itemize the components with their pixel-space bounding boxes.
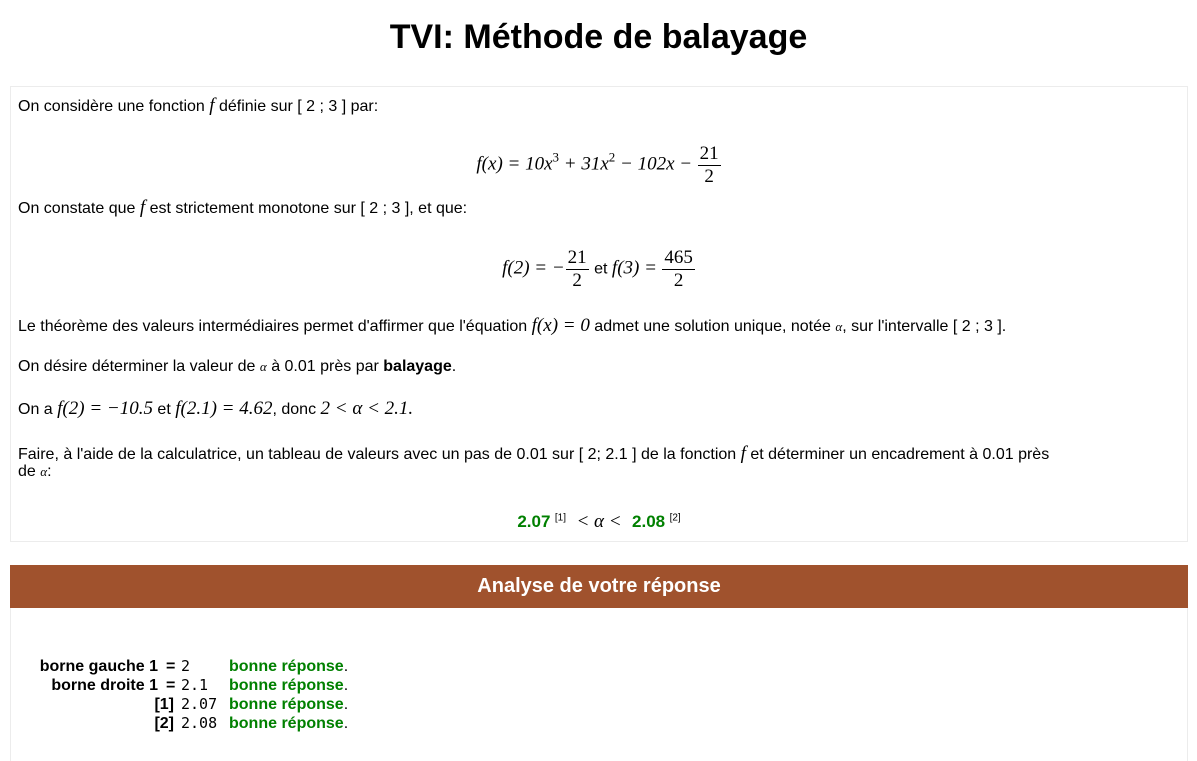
row-verdict: bonne réponse. [229, 715, 349, 732]
math-f: f [740, 443, 746, 464]
goal-text-a: On désire déterminer la valeur de [18, 358, 256, 375]
tvi-text-b: admet une solution unique, notée [594, 318, 831, 335]
formula-exp3: 3 [552, 149, 560, 165]
colon: : [47, 463, 52, 480]
page-title: TVI: Méthode de balayage [389, 18, 808, 56]
row-value: 2 [181, 657, 191, 675]
exercise-statement [10, 86, 1188, 542]
f21-value: f(2.1) = 4.62 [175, 398, 273, 419]
alpha-bracket: 2 < α < 2.1. [320, 398, 414, 419]
f2-fraction [566, 247, 589, 292]
row-eq: = [166, 658, 176, 675]
task-text: Faire, à l'aide de la calculatrice, un tableau de valeurs avec un pas de 0.01 sur [ 2; 2.1 ] de la fonction [18, 446, 737, 463]
row-eq: = [166, 677, 176, 694]
alpha-symbol: α [259, 359, 267, 374]
analysis-row [11, 657, 1189, 676]
tvi-text-a: Le théorème des valeurs intermédiaires permet d'affirmer que l'équation [18, 318, 528, 335]
fraction-numerator: 21 [699, 143, 719, 164]
fraction-numerator: 21 [567, 247, 587, 268]
intro-text: On considère une fonction [18, 98, 205, 115]
f2-lhs: f(2) = − [502, 257, 565, 279]
function-formula [11, 143, 1187, 188]
answer-right-bound[interactable]: 2.08 [632, 512, 666, 531]
bracket-text-b: , donc [272, 401, 317, 418]
fraction-denominator: 2 [673, 270, 684, 291]
row-label: [1] [154, 696, 174, 713]
f2-value: f(2) = −10.5 [57, 398, 153, 419]
row-label: borne gauche 1 [39, 658, 158, 675]
answer-left-ref: [1] [554, 512, 566, 524]
bracket-text-a: On a [18, 401, 53, 418]
goal-text-b: à 0.01 près par [271, 358, 379, 375]
row-value: 2.1 [181, 676, 209, 694]
analysis-row [11, 695, 1189, 714]
fraction-denominator: 2 [572, 270, 582, 291]
goal-line [18, 358, 456, 376]
analysis-row [11, 714, 1189, 733]
fraction-numerator: 465 [664, 247, 693, 268]
f3-lhs: f(3) = [611, 257, 657, 279]
formula-tail: − 102x − [615, 153, 693, 175]
task-line-1 [18, 443, 1049, 465]
row-value: 2.07 [181, 695, 218, 713]
formula-exp2: 2 [608, 149, 616, 165]
math-f: f [139, 197, 146, 218]
answer-left-bound[interactable]: 2.07 [517, 512, 551, 531]
task-text-c: de [18, 463, 36, 480]
bracket-line [18, 398, 413, 420]
analysis-row [11, 676, 1189, 695]
analysis-header: Analyse de votre réponse [10, 565, 1188, 608]
et-text: et [157, 401, 171, 418]
monotone-text-b: est strictement monotone sur [ 2 ; 3 ], et que: [149, 200, 468, 217]
task-text-b: et déterminer un encadrement à 0.01 près [750, 446, 1050, 463]
row-value: 2.08 [181, 714, 218, 732]
row-label: borne droite 1 [51, 677, 158, 694]
math-f: f [209, 95, 215, 116]
formula-mid: + 31x [559, 153, 609, 175]
alpha-symbol: α [835, 319, 843, 334]
domain-text: définie sur [ 2 ; 3 ] par: [218, 98, 379, 115]
tvi-text-c: , sur l'intervalle [ 2 ; 3 ]. [842, 318, 1007, 335]
intro-line [18, 95, 378, 117]
tvi-line [18, 315, 1006, 337]
equation: f(x) = 0 [531, 315, 590, 336]
monotone-line [18, 197, 467, 219]
endpoint-values [11, 247, 1187, 292]
answer-right-ref: [2] [669, 512, 681, 524]
monotone-text-a: On constate que [18, 200, 136, 217]
analysis-panel [10, 608, 1188, 761]
alpha-symbol: α [40, 464, 48, 479]
fraction-denominator: 2 [704, 166, 714, 187]
formula-lhs: f(x) = 10x [476, 153, 553, 175]
row-label: [2] [154, 715, 174, 732]
f3-fraction [662, 247, 695, 292]
row-verdict: bonne réponse. [229, 677, 349, 694]
row-verdict: bonne réponse. [229, 696, 349, 713]
formula-fraction [698, 143, 721, 188]
answer-line [11, 511, 1187, 533]
method-name: balayage [383, 358, 452, 375]
period: . [451, 358, 457, 375]
et-text: et [594, 260, 608, 278]
task-line-2 [18, 463, 52, 481]
answer-inequality: < α < [576, 511, 622, 532]
row-verdict: bonne réponse. [229, 658, 349, 675]
